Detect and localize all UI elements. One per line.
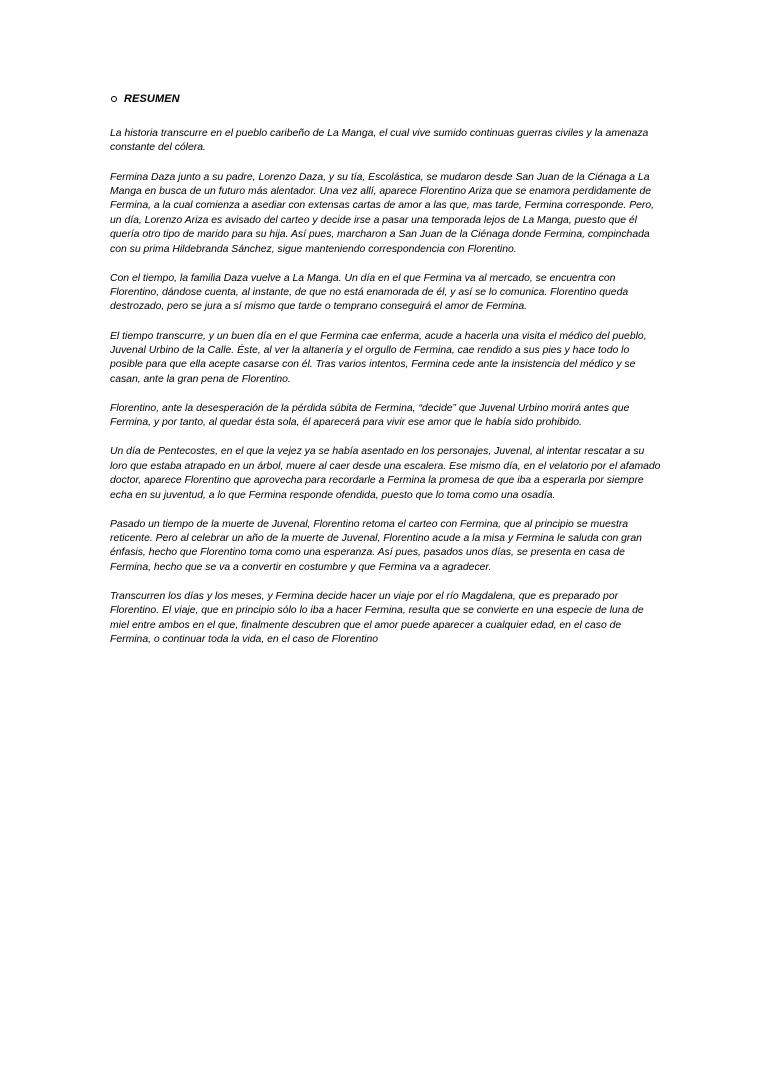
paragraph: Un día de Pentecostes, en el que la vejez ya se había asentado en los personajes, Juvenal, al intentar rescatar a su loro que estaba atrapado en un árbol, muere al caer desde una escalera. Ese mismo día, en el velatorio por el afamado doctor, aparece Florentino que aprovecha para recordarle a Fermina la promesa de que iba a esperarla por siempre echa en su juventud, a lo que Fermina responde ofendida, puesto que lo toma como una osadía. (110, 446, 661, 501)
paragraph: Fermina Daza junto a su padre, Lorenzo Daza, y su tía, Escolástica, se mudaron desde San Juan de la Ciénaga a La Manga en busca de un futuro más alentador. Una vez allí, aparece Florentino Ariza que se enamora perdidamente de Fermina, a la cual comienza a asediar con extensas cartas de amor a las que, mas tarde, Fermina corresponde. Pero, un día, Lorenzo Ariza es avisado del carteo y decide irse a pasar una temporada lejos de La Manga, puesto que él quería otro tipo de marido para su hija. Así pues, marcharon a San Juan de la Ciénaga donde Fermina, compinchada con su prima Hildebranda Sánchez, sigue manteniendo correspondencia con Florentino. (110, 171, 655, 255)
section-heading: RESUMEN (124, 93, 180, 105)
paragraph: La historia transcurre en el pueblo caribeño de La Manga, el cual vive sumido continuas guerras civiles y la amenaza constante del cólera. (110, 128, 649, 154)
paragraph: Pasado un tiempo de la muerte de Juvenal, Florentino retoma el carteo con Fermina, que al principio se muestra reticente. Pero al celebrar un año de la muerte de Juvenal, Florentino acude a la misa y Fermina le saluda con gran énfasis, hecho que Florentino toma como una esperanza. Así pues, pasados unos días, se presenta en casa de Fermina, hecho que se va a convertir en costumbre y que Fermina va a agradecer. (110, 518, 642, 573)
bullet-icon (111, 96, 117, 102)
paragraph: Con el tiempo, la familia Daza vuelve a La Manga. Un día en el que Fermina va al mercado, se encuentra con Florentino, dándose cuenta, al instante, de que no está enamorada de él, y así se lo comunica. Florentino queda destrozado, pero se jura a sí mismo que tarde o temprano conseguirá el amor de Fermina. (110, 272, 629, 313)
paragraph: Transcurren los días y los meses, y Fermina decide hacer un viaje por el río Magdalena, que es preparado por Florentino. El viaje, que en principio sólo lo iba a hacer Fermina, resulta que se convierte en una especie de luna de miel entre ambos en el que, finalmente descubren que el amor puede aparecer a cualquier edad, en el caso de Fermina, o continuar toda la vida, en el caso de Florentino (110, 590, 644, 646)
paragraph: Florentino, ante la desesperación de la pérdida súbita de Fermina, “decide” que Juvenal Urbino morirá antes que Fermina, y por tanto, al quedar ésta sola, él aparecerá para vivir ese amor que le había sido prohibido. (110, 402, 630, 429)
paragraph: El tiempo transcurre, y un buen día en el que Fermina cae enferma, acude a hacerla una visita el médico del pueblo, Juvenal Urbino de la Calle. Éste, al ver la altanería y el orgullo de Fermina, cae rendido a sus pies y hace todo lo posible para que ella acepte casarse con él. Tras varios intentos, Fermina cede ante la insistencia del médico y se casan, ante la gran pena de Florentino. (110, 330, 647, 385)
section-heading-row (110, 92, 662, 106)
document-page (110, 92, 662, 662)
